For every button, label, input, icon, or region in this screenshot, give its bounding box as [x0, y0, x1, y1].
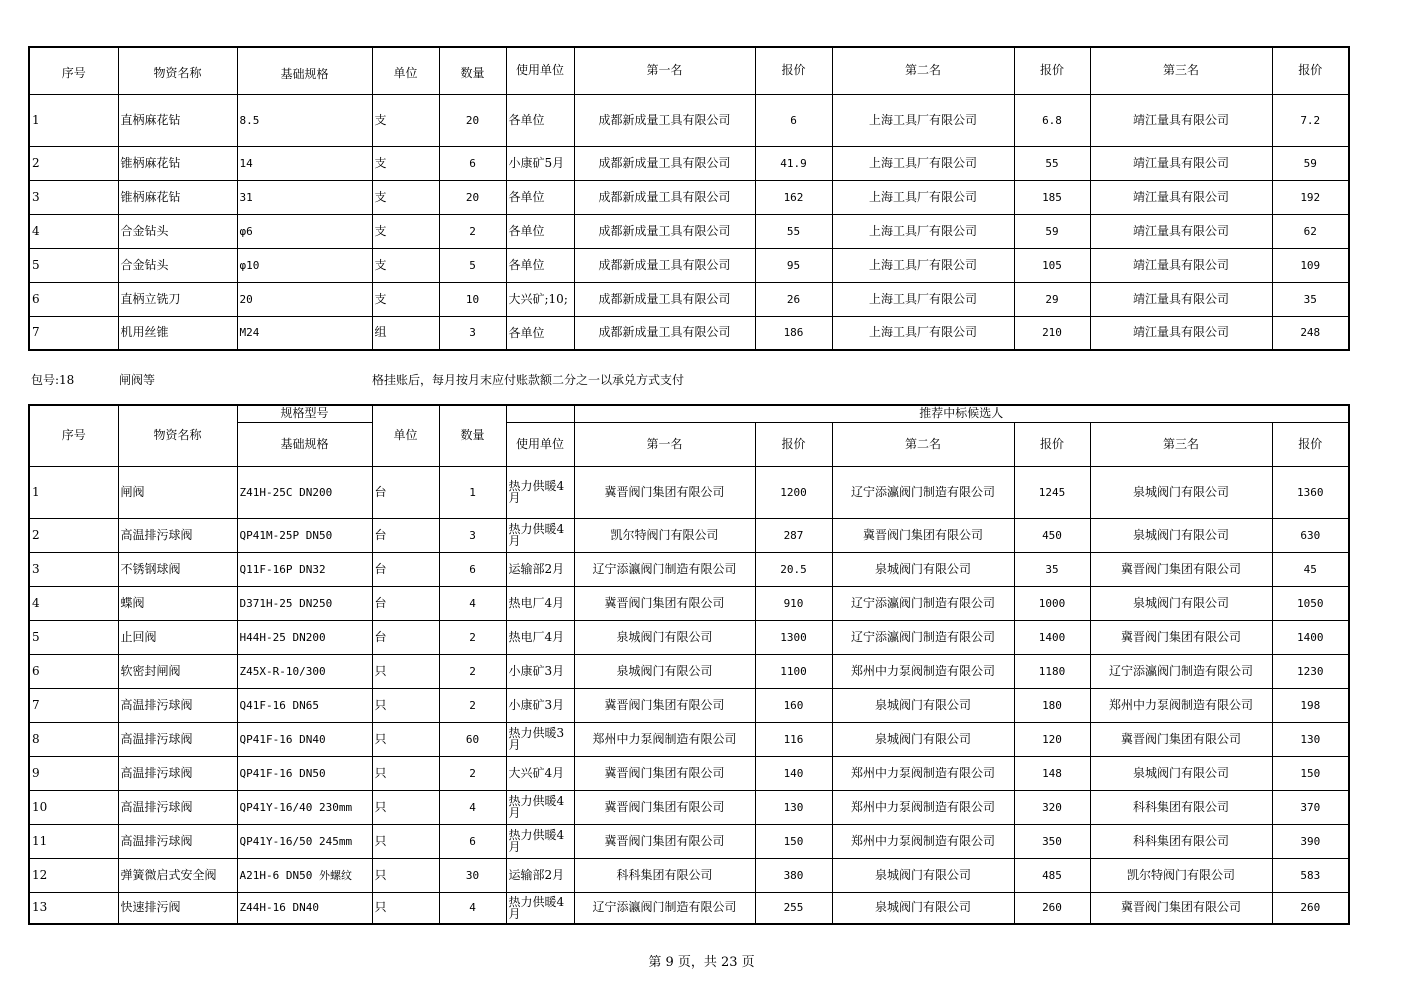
cell-spec: 31	[237, 180, 372, 214]
cell-third: 泉城阀门有限公司	[1090, 518, 1272, 552]
cell-seq: 8	[29, 722, 118, 756]
table-row	[29, 790, 1349, 824]
cell-spec: φ6	[237, 214, 372, 248]
cell-price-2: 180	[1014, 688, 1090, 722]
materials-table-1	[28, 46, 1350, 351]
cell-first: 成都新成量工具有限公司	[574, 214, 755, 248]
cell-spec: QP41Y-16/50 245mm	[237, 824, 372, 858]
cell-price-2: 6.8	[1014, 94, 1090, 146]
cell-third: 泉城阀门有限公司	[1090, 756, 1272, 790]
cell-first: 泉城阀门有限公司	[574, 654, 755, 688]
cell-price-3: 150	[1272, 756, 1349, 790]
cell-seq: 2	[29, 146, 118, 180]
header-unit: 单位	[372, 47, 439, 94]
cell-price-3: 192	[1272, 180, 1349, 214]
header-qty: 数量	[439, 47, 506, 94]
header-user: 使用单位	[506, 47, 574, 94]
cell-price-1: 1200	[755, 466, 832, 518]
cell-qty: 3	[439, 316, 506, 350]
header-seq: 序号	[29, 405, 118, 466]
cell-third: 冀晋阀门集团有限公司	[1090, 722, 1272, 756]
cell-price-2: 55	[1014, 146, 1090, 180]
cell-first: 成都新成量工具有限公司	[574, 282, 755, 316]
cell-second: 上海工具厂有限公司	[832, 146, 1014, 180]
cell-spec: QP41F-16 DN40	[237, 722, 372, 756]
header-name: 物资名称	[118, 405, 237, 466]
cell-qty: 2	[439, 654, 506, 688]
cell-second: 泉城阀门有限公司	[832, 858, 1014, 892]
cell-unit: 支	[372, 146, 439, 180]
cell-first: 成都新成量工具有限公司	[574, 180, 755, 214]
cell-first: 冀晋阀门集团有限公司	[574, 790, 755, 824]
materials-table-2	[28, 404, 1350, 925]
cell-seq: 9	[29, 756, 118, 790]
cell-seq: 3	[29, 180, 118, 214]
cell-second: 上海工具厂有限公司	[832, 282, 1014, 316]
cell-seq: 3	[29, 552, 118, 586]
cell-unit: 只	[372, 654, 439, 688]
cell-price-2: 320	[1014, 790, 1090, 824]
cell-second: 辽宁添瀛阀门制造有限公司	[832, 620, 1014, 654]
header-price-1: 报价	[755, 47, 832, 94]
header-spec: 基础规格	[237, 422, 372, 466]
cell-first: 成都新成量工具有限公司	[574, 316, 755, 350]
cell-qty: 10	[439, 282, 506, 316]
cell-second: 上海工具厂有限公司	[832, 248, 1014, 282]
cell-first: 泉城阀门有限公司	[574, 620, 755, 654]
cell-spec: φ10	[237, 248, 372, 282]
header-name: 物资名称	[118, 47, 237, 94]
cell-price-2: 1245	[1014, 466, 1090, 518]
table-row	[29, 248, 1349, 282]
cell-name: 高温排污球阀	[118, 790, 237, 824]
cell-seq: 7	[29, 688, 118, 722]
cell-price-3: 130	[1272, 722, 1349, 756]
cell-price-3: 59	[1272, 146, 1349, 180]
cell-price-3: 1230	[1272, 654, 1349, 688]
header-second: 第二名	[832, 422, 1014, 466]
cell-user: 热力供暖4月	[506, 466, 574, 518]
cell-qty: 20	[439, 94, 506, 146]
cell-qty: 5	[439, 248, 506, 282]
cell-name: 高温排污球阀	[118, 756, 237, 790]
cell-seq: 10	[29, 790, 118, 824]
cell-price-3: 390	[1272, 824, 1349, 858]
cell-user: 热力供暖4月	[506, 790, 574, 824]
cell-user: 小康矿3月	[506, 654, 574, 688]
cell-name: 软密封闸阀	[118, 654, 237, 688]
cell-qty: 6	[439, 824, 506, 858]
header-third: 第三名	[1090, 422, 1272, 466]
cell-second: 郑州中力泵阀制造有限公司	[832, 824, 1014, 858]
cell-unit: 台	[372, 620, 439, 654]
cell-name: 高温排污球阀	[118, 518, 237, 552]
cell-first: 科科集团有限公司	[574, 858, 755, 892]
cell-unit: 支	[372, 180, 439, 214]
cell-name: 机用丝锥	[118, 316, 237, 350]
cell-second: 上海工具厂有限公司	[832, 316, 1014, 350]
cell-price-1: 6	[755, 94, 832, 146]
cell-price-1: 55	[755, 214, 832, 248]
cell-name: 闸阀	[118, 466, 237, 518]
cell-seq: 5	[29, 620, 118, 654]
cell-user: 各单位	[506, 94, 574, 146]
header-price-3: 报价	[1272, 47, 1349, 94]
cell-first: 郑州中力泵阀制造有限公司	[574, 722, 755, 756]
header-user-top	[506, 405, 574, 422]
table-row	[29, 466, 1349, 518]
cell-unit: 只	[372, 756, 439, 790]
cell-price-3: 248	[1272, 316, 1349, 350]
cell-second: 上海工具厂有限公司	[832, 180, 1014, 214]
cell-spec: Q11F-16P DN32	[237, 552, 372, 586]
cell-user: 各单位	[506, 214, 574, 248]
cell-price-1: 1300	[755, 620, 832, 654]
cell-price-1: 380	[755, 858, 832, 892]
cell-qty: 30	[439, 858, 506, 892]
cell-second: 上海工具厂有限公司	[832, 214, 1014, 248]
cell-price-3: 260	[1272, 892, 1349, 924]
header-third: 第三名	[1090, 47, 1272, 94]
cell-unit: 只	[372, 892, 439, 924]
cell-qty: 3	[439, 518, 506, 552]
cell-second: 泉城阀门有限公司	[832, 688, 1014, 722]
cell-third: 靖江量具有限公司	[1090, 282, 1272, 316]
table-row	[29, 620, 1349, 654]
cell-spec: A21H-6 DN50 外螺纹	[237, 858, 372, 892]
cell-seq: 1	[29, 466, 118, 518]
package-category: 闸阀等	[119, 373, 156, 387]
cell-third: 靖江量具有限公司	[1090, 146, 1272, 180]
header-price-2: 报价	[1014, 422, 1090, 466]
cell-name: 锥柄麻花钻	[118, 146, 237, 180]
header-first: 第一名	[574, 47, 755, 94]
cell-price-1: 95	[755, 248, 832, 282]
table-row	[29, 824, 1349, 858]
cell-name: 止回阀	[118, 620, 237, 654]
cell-price-2: 450	[1014, 518, 1090, 552]
cell-seq: 4	[29, 586, 118, 620]
cell-unit: 只	[372, 722, 439, 756]
cell-unit: 支	[372, 214, 439, 248]
cell-unit: 台	[372, 466, 439, 518]
cell-third: 靖江量具有限公司	[1090, 248, 1272, 282]
cell-second: 上海工具厂有限公司	[832, 94, 1014, 146]
cell-first: 冀晋阀门集团有限公司	[574, 756, 755, 790]
cell-price-2: 1000	[1014, 586, 1090, 620]
cell-name: 合金钻头	[118, 248, 237, 282]
table-row	[29, 214, 1349, 248]
cell-unit: 支	[372, 282, 439, 316]
cell-name: 高温排污球阀	[118, 824, 237, 858]
cell-name: 直柄麻花钻	[118, 94, 237, 146]
cell-spec: 14	[237, 146, 372, 180]
cell-first: 冀晋阀门集团有限公司	[574, 688, 755, 722]
cell-price-3: 7.2	[1272, 94, 1349, 146]
header-price-3: 报价	[1272, 422, 1349, 466]
cell-second: 泉城阀门有限公司	[832, 892, 1014, 924]
cell-price-1: 160	[755, 688, 832, 722]
cell-spec: 20	[237, 282, 372, 316]
cell-user: 热电厂4月	[506, 620, 574, 654]
cell-name: 高温排污球阀	[118, 722, 237, 756]
table-row	[29, 552, 1349, 586]
cell-price-3: 62	[1272, 214, 1349, 248]
cell-unit: 台	[372, 586, 439, 620]
cell-price-2: 148	[1014, 756, 1090, 790]
cell-qty: 4	[439, 790, 506, 824]
cell-second: 辽宁添瀛阀门制造有限公司	[832, 586, 1014, 620]
cell-third: 凯尔特阀门有限公司	[1090, 858, 1272, 892]
cell-first: 冀晋阀门集团有限公司	[574, 466, 755, 518]
table-row	[29, 146, 1349, 180]
cell-name: 蝶阀	[118, 586, 237, 620]
table-row	[29, 518, 1349, 552]
cell-price-1: 186	[755, 316, 832, 350]
cell-qty: 4	[439, 892, 506, 924]
cell-name: 不锈钢球阀	[118, 552, 237, 586]
cell-price-3: 1050	[1272, 586, 1349, 620]
cell-price-3: 1400	[1272, 620, 1349, 654]
cell-unit: 只	[372, 858, 439, 892]
header-first: 第一名	[574, 422, 755, 466]
cell-second: 郑州中力泵阀制造有限公司	[832, 790, 1014, 824]
cell-price-1: 116	[755, 722, 832, 756]
header-second: 第二名	[832, 47, 1014, 94]
cell-seq: 12	[29, 858, 118, 892]
cell-price-2: 120	[1014, 722, 1090, 756]
cell-user: 各单位	[506, 248, 574, 282]
cell-unit: 只	[372, 824, 439, 858]
cell-user: 热力供暖3月	[506, 722, 574, 756]
cell-price-1: 130	[755, 790, 832, 824]
table-row	[29, 94, 1349, 146]
cell-first: 凯尔特阀门有限公司	[574, 518, 755, 552]
cell-third: 泉城阀门有限公司	[1090, 586, 1272, 620]
cell-unit: 只	[372, 790, 439, 824]
cell-user: 各单位	[506, 316, 574, 350]
cell-price-2: 1400	[1014, 620, 1090, 654]
cell-third: 科科集团有限公司	[1090, 824, 1272, 858]
cell-second: 郑州中力泵阀制造有限公司	[832, 654, 1014, 688]
cell-price-1: 140	[755, 756, 832, 790]
cell-unit: 只	[372, 688, 439, 722]
cell-price-3: 1360	[1272, 466, 1349, 518]
cell-price-1: 287	[755, 518, 832, 552]
cell-qty: 60	[439, 722, 506, 756]
cell-spec: D371H-25 DN250	[237, 586, 372, 620]
cell-user: 运输部2月	[506, 858, 574, 892]
cell-name: 高温排污球阀	[118, 688, 237, 722]
cell-second: 郑州中力泵阀制造有限公司	[832, 756, 1014, 790]
header-spec: 基础规格	[237, 47, 372, 94]
cell-price-2: 350	[1014, 824, 1090, 858]
cell-price-1: 1100	[755, 654, 832, 688]
cell-seq: 13	[29, 892, 118, 924]
cell-first: 辽宁添瀛阀门制造有限公司	[574, 552, 755, 586]
cell-name: 直柄立铣刀	[118, 282, 237, 316]
cell-price-1: 255	[755, 892, 832, 924]
cell-first: 辽宁添瀛阀门制造有限公司	[574, 892, 755, 924]
cell-third: 泉城阀门有限公司	[1090, 466, 1272, 518]
cell-qty: 20	[439, 180, 506, 214]
cell-user: 热力供暖4月	[506, 518, 574, 552]
cell-name: 快速排污阀	[118, 892, 237, 924]
cell-spec: QP41F-16 DN50	[237, 756, 372, 790]
cell-price-3: 109	[1272, 248, 1349, 282]
cell-user: 大兴矿4月	[506, 756, 574, 790]
cell-unit: 组	[372, 316, 439, 350]
cell-price-1: 20.5	[755, 552, 832, 586]
cell-second: 泉城阀门有限公司	[832, 552, 1014, 586]
cell-price-1: 150	[755, 824, 832, 858]
table-row	[29, 688, 1349, 722]
cell-unit: 台	[372, 552, 439, 586]
cell-third: 靖江量具有限公司	[1090, 214, 1272, 248]
cell-second: 辽宁添瀛阀门制造有限公司	[832, 466, 1014, 518]
cell-seq: 1	[29, 94, 118, 146]
cell-third: 靖江量具有限公司	[1090, 316, 1272, 350]
cell-price-1: 910	[755, 586, 832, 620]
cell-user: 小康矿5月	[506, 146, 574, 180]
cell-user: 运输部2月	[506, 552, 574, 586]
cell-third: 冀晋阀门集团有限公司	[1090, 892, 1272, 924]
cell-seq: 11	[29, 824, 118, 858]
cell-spec: 8.5	[237, 94, 372, 146]
table-row	[29, 316, 1349, 350]
cell-price-3: 198	[1272, 688, 1349, 722]
cell-name: 合金钻头	[118, 214, 237, 248]
cell-qty: 2	[439, 214, 506, 248]
cell-third: 靖江量具有限公司	[1090, 180, 1272, 214]
cell-user: 各单位	[506, 180, 574, 214]
cell-qty: 6	[439, 552, 506, 586]
cell-spec: Z41H-25C DN200	[237, 466, 372, 518]
cell-name: 锥柄麻花钻	[118, 180, 237, 214]
cell-price-1: 162	[755, 180, 832, 214]
cell-price-2: 485	[1014, 858, 1090, 892]
cell-price-2: 59	[1014, 214, 1090, 248]
table-row	[29, 586, 1349, 620]
header-spec-group: 规格型号	[237, 405, 372, 422]
cell-spec: Z45X-R-10/300	[237, 654, 372, 688]
cell-qty: 6	[439, 146, 506, 180]
cell-price-1: 41.9	[755, 146, 832, 180]
cell-third: 冀晋阀门集团有限公司	[1090, 620, 1272, 654]
cell-first: 成都新成量工具有限公司	[574, 248, 755, 282]
cell-price-2: 29	[1014, 282, 1090, 316]
cell-seq: 6	[29, 282, 118, 316]
cell-price-2: 260	[1014, 892, 1090, 924]
cell-seq: 4	[29, 214, 118, 248]
header-qty: 数量	[439, 405, 506, 466]
page-footer: 第 9 页，共 23 页	[648, 955, 755, 970]
header-price-1: 报价	[755, 422, 832, 466]
cell-price-2: 35	[1014, 552, 1090, 586]
cell-first: 冀晋阀门集团有限公司	[574, 586, 755, 620]
header-seq: 序号	[29, 47, 118, 94]
cell-second: 冀晋阀门集团有限公司	[832, 518, 1014, 552]
cell-third: 靖江量具有限公司	[1090, 94, 1272, 146]
table-row	[29, 858, 1349, 892]
cell-first: 冀晋阀门集团有限公司	[574, 824, 755, 858]
header-unit: 单位	[372, 405, 439, 466]
cell-qty: 4	[439, 586, 506, 620]
cell-qty: 2	[439, 756, 506, 790]
cell-price-3: 35	[1272, 282, 1349, 316]
cell-price-3: 45	[1272, 552, 1349, 586]
cell-second: 泉城阀门有限公司	[832, 722, 1014, 756]
header-user: 使用单位	[506, 422, 574, 466]
cell-spec: Z44H-16 DN40	[237, 892, 372, 924]
cell-price-1: 26	[755, 282, 832, 316]
cell-spec: QP41Y-16/40 230mm	[237, 790, 372, 824]
cell-third: 冀晋阀门集团有限公司	[1090, 552, 1272, 586]
cell-first: 成都新成量工具有限公司	[574, 146, 755, 180]
table-row	[29, 892, 1349, 924]
cell-qty: 1	[439, 466, 506, 518]
table-row	[29, 654, 1349, 688]
cell-unit: 台	[372, 518, 439, 552]
cell-user: 热力供暖4月	[506, 892, 574, 924]
table-row	[29, 282, 1349, 316]
cell-third: 辽宁添瀛阀门制造有限公司	[1090, 654, 1272, 688]
cell-seq: 7	[29, 316, 118, 350]
cell-first: 成都新成量工具有限公司	[574, 94, 755, 146]
cell-user: 小康矿3月	[506, 688, 574, 722]
payment-terms: 格挂账后，每月按月末应付账款额二分之一以承兑方式支付	[372, 373, 685, 387]
cell-seq: 2	[29, 518, 118, 552]
cell-user: 大兴矿;10;	[506, 282, 574, 316]
cell-third: 科科集团有限公司	[1090, 790, 1272, 824]
cell-name: 弹簧微启式安全阀	[118, 858, 237, 892]
cell-spec: H44H-25 DN200	[237, 620, 372, 654]
cell-unit: 支	[372, 248, 439, 282]
cell-price-3: 370	[1272, 790, 1349, 824]
cell-user: 热力供暖4月	[506, 824, 574, 858]
cell-qty: 2	[439, 688, 506, 722]
cell-price-2: 105	[1014, 248, 1090, 282]
cell-spec: QP41M-25P DN50	[237, 518, 372, 552]
cell-third: 郑州中力泵阀制造有限公司	[1090, 688, 1272, 722]
table-row	[29, 722, 1349, 756]
header-recommend: 推荐中标候选人	[574, 405, 1349, 422]
table-row	[29, 756, 1349, 790]
cell-spec: M24	[237, 316, 372, 350]
cell-price-2: 1180	[1014, 654, 1090, 688]
cell-unit: 支	[372, 94, 439, 146]
package-label: 包号:18	[31, 373, 75, 387]
cell-qty: 2	[439, 620, 506, 654]
cell-price-3: 630	[1272, 518, 1349, 552]
cell-seq: 5	[29, 248, 118, 282]
cell-user: 热电厂4月	[506, 586, 574, 620]
cell-seq: 6	[29, 654, 118, 688]
table-row	[29, 180, 1349, 214]
cell-price-2: 210	[1014, 316, 1090, 350]
cell-spec: Q41F-16 DN65	[237, 688, 372, 722]
cell-price-2: 185	[1014, 180, 1090, 214]
header-price-2: 报价	[1014, 47, 1090, 94]
cell-price-3: 583	[1272, 858, 1349, 892]
